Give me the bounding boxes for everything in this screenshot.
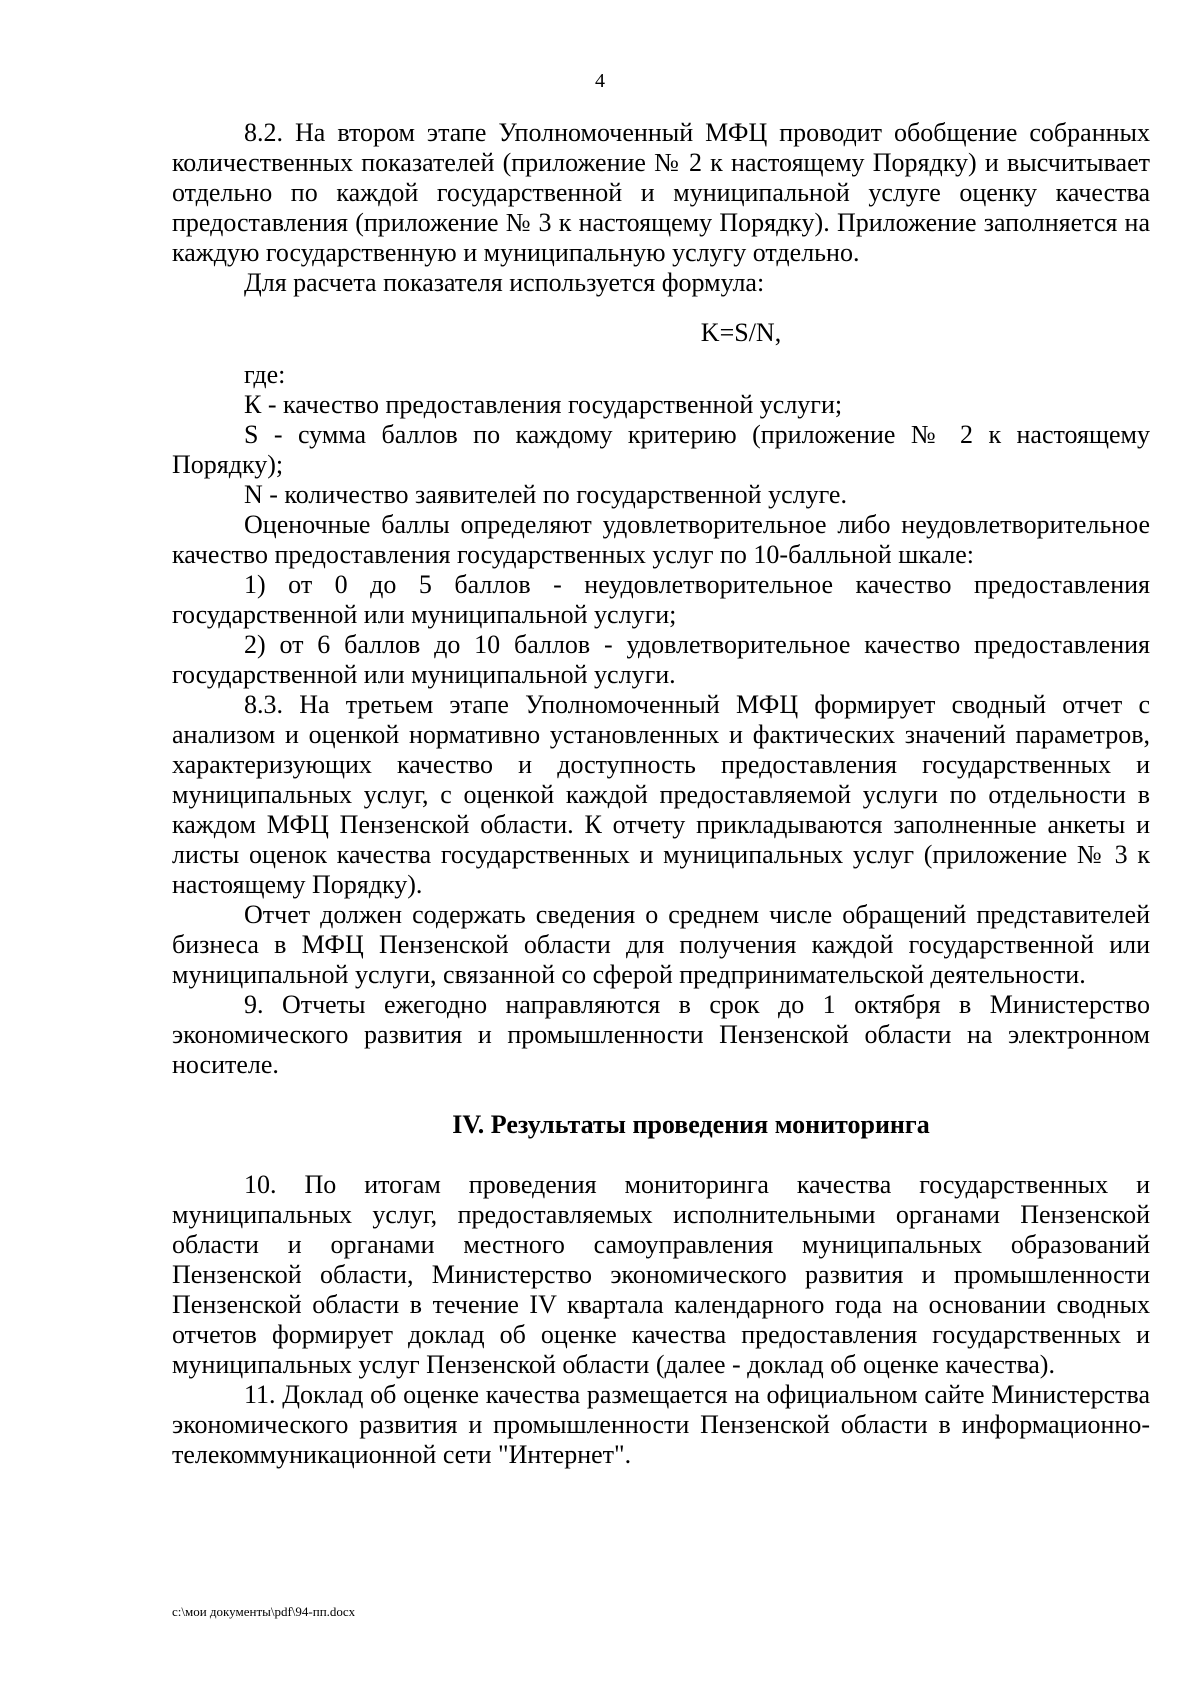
paragraph-10: 10. По итогам проведения мониторинга качества государственных и муниципальных услуг, предоставляемых исполнительными органами Пензенской области и органами местного самоуправления муниципальных образований Пензенской области, Министерство экономического развития и промышленности Пензенской области в течение IV квартала календарного года на основании сводных отчетов формирует доклад об оценке качества предоставления государственных и муниципальных услуг Пензенской области (далее - доклад об оценке качества). (172, 1170, 1150, 1379)
paragraph-11: 11. Доклад об оценке качества размещается на официальном сайте Министерства экономического развития и промышленности Пензенской области в информационно-телекоммуникационной сети "Интернет". (172, 1380, 1150, 1469)
definition-s: S - сумма баллов по каждому критерию (приложение № 2 к настоящему Порядку); (172, 420, 1150, 479)
page-number: 4 (595, 70, 605, 92)
definition-n: N - количество заявителей по государственной услуге. (244, 480, 847, 509)
footer-file-path: c:\мои документы\pdf\94-пп.docx (172, 1604, 356, 1619)
paragraph-8-3: 8.3. На третьем этапе Уполномоченный МФЦ формирует сводный отчет с анализом и оценкой нормативно установленных и фактических значений параметров, характеризующих качество и доступность предоставления государственных и муниципальных услуг, с оценкой каждой предоставляемой услуги по отдельности в каждом МФЦ Пензенской области. К отчету прикладываются заполненные анкеты и листы оценок качества государственных и муниципальных услуг (приложение № 3 к настоящему Порядку). (172, 690, 1150, 899)
definition-k: К - качество предоставления государственной услуги; (244, 390, 843, 419)
scoring-intro: Оценочные баллы определяют удовлетворительное либо неудовлетворительное качество предоставления государственных услуг по 10-балльной шкале: (172, 510, 1150, 569)
scoring-item-1: 1) от 0 до 5 баллов - неудовлетворительное качество предоставления государственной или муниципальной услуги; (172, 570, 1150, 629)
formula-intro: Для расчета показателя используется формула: (244, 268, 765, 297)
paragraph-8-2: 8.2. На втором этапе Уполномоченный МФЦ проводит обобщение собранных количественных показателей (приложение № 2 к настоящему Порядку) и высчитывает отдельно по каждой государственной и муниципальной услуге оценку качества предоставления (приложение № 3 к настоящему Порядку). Приложение заполняется на каждую государственную и муниципальную услугу отдельно. (172, 118, 1150, 267)
report-content-paragraph: Отчет должен содержать сведения о среднем числе обращений представителей бизнеса в МФЦ Пензенской области для получения каждой государственной или муниципальной услуги, связанной со сферой предпринимательской деятельности. (172, 900, 1150, 989)
formula: K=S/N, (700, 318, 782, 347)
document-body (172, 118, 1150, 1470)
paragraph-9: 9. Отчеты ежегодно направляются в срок до 1 октября в Министерство экономического развития и промышленности Пензенской области на электронном носителе. (172, 990, 1150, 1079)
where-label: где: (244, 360, 286, 389)
section-heading: IV. Результаты проведения мониторинга (452, 1110, 930, 1139)
scoring-item-2: 2) от 6 баллов до 10 баллов - удовлетворительное качество предоставления государственной или муниципальной услуги. (172, 630, 1150, 689)
